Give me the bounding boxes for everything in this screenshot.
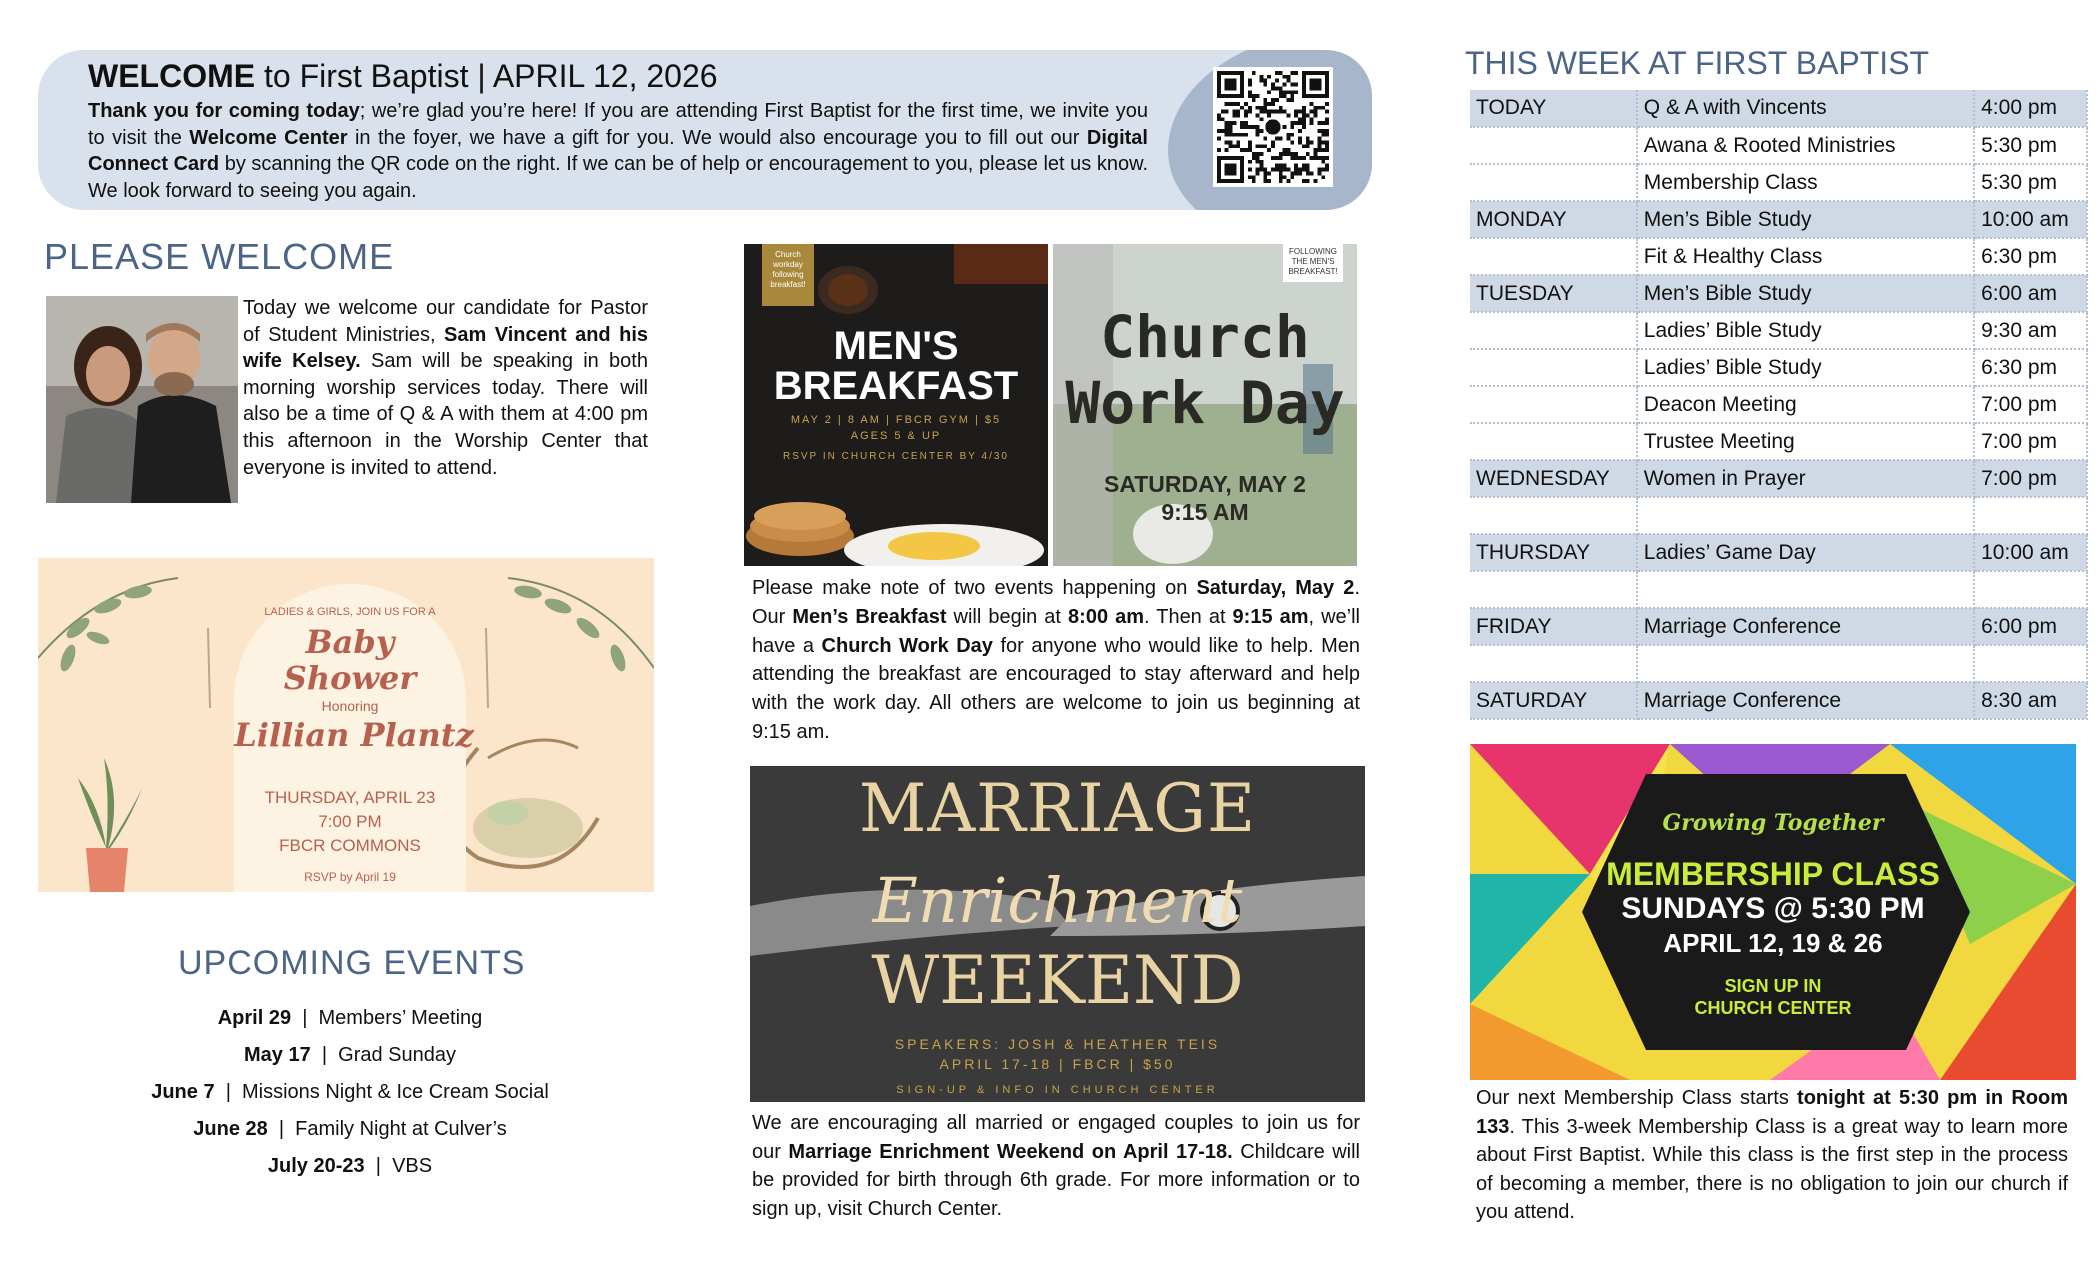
marriage-speakers: SPEAKERS: JOSH & HEATHER TEIS bbox=[894, 1036, 1221, 1052]
schedule-time: 10:00 am bbox=[1974, 534, 2087, 571]
schedule-row bbox=[1470, 608, 2087, 645]
upcoming-event-item bbox=[40, 1037, 660, 1074]
schedule-event: Membership Class bbox=[1637, 164, 1974, 201]
welcome-title: WELCOME to First Baptist | APRIL 12, 2026 bbox=[88, 58, 718, 94]
schedule-row bbox=[1470, 386, 2087, 423]
schedule-day: TODAY bbox=[1470, 90, 1637, 127]
candidate-photo bbox=[46, 296, 238, 503]
schedule-event: Men’s Bible Study bbox=[1637, 201, 1974, 238]
schedule-day: THURSDAY bbox=[1470, 534, 1637, 571]
schedule-row bbox=[1470, 497, 2087, 534]
separator: | bbox=[291, 1007, 319, 1029]
may-events-text: Please make note of two events happening on Saturday, May 2. Our Men’s Breakfast will begin at 8:00 am. Then at 9:15 am, we’ll have a Church Work Day for anyone who would like to help. Men attending the breakfast are encouraged to stay afterward and help with the work day. All others are welcome to join us beginning at 9:15 am. bbox=[752, 577, 1360, 743]
schedule-event: Men’s Bible Study bbox=[1637, 275, 1974, 312]
schedule-day bbox=[1470, 645, 1637, 682]
schedule-time bbox=[1974, 645, 2087, 682]
schedule-time: 5:30 pm bbox=[1974, 164, 2087, 201]
schedule-event: Ladies’ Bible Study bbox=[1637, 349, 1974, 386]
schedule-day bbox=[1470, 164, 1637, 201]
upcoming-event-item bbox=[40, 1074, 660, 1111]
schedule-time: 7:00 pm bbox=[1974, 460, 2087, 497]
separator: | bbox=[267, 1118, 296, 1140]
this-week-heading: THIS WEEK AT FIRST BAPTIST bbox=[1465, 45, 1930, 81]
upcoming-event-date: June 7 bbox=[151, 1081, 215, 1103]
schedule-event: Awana & Rooted Ministries bbox=[1637, 127, 1974, 164]
breakfast-rsvp: RSVP IN CHURCH CENTER BY 4/30 bbox=[782, 451, 1009, 462]
schedule-event: Q & A with Vincents bbox=[1637, 90, 1974, 127]
schedule-event: Fit & Healthy Class bbox=[1637, 238, 1974, 275]
marriage-signup: SIGN-UP & INFO IN CHURCH CENTER bbox=[896, 1084, 1219, 1096]
baby-shower-honoree: Lillian Plantz bbox=[234, 716, 474, 754]
membership-class-flyer bbox=[1470, 744, 2076, 1080]
this-week-table bbox=[1470, 90, 2088, 720]
schedule-time: 6:00 pm bbox=[1974, 608, 2087, 645]
baby-shower-title: Baby Shower bbox=[283, 623, 417, 697]
schedule-time bbox=[1974, 497, 2087, 534]
schedule-time bbox=[1974, 571, 2087, 608]
marriage-dates: APRIL 17-18 | FBCR | $50 bbox=[939, 1056, 1176, 1072]
schedule-day bbox=[1470, 312, 1637, 349]
upcoming-event-date: June 28 bbox=[193, 1118, 268, 1140]
schedule-time: 5:30 pm bbox=[1974, 127, 2087, 164]
membership-text: Our next Membership Class starts tonight at 5:30 pm in Room 133. This 3-week Membership Class is a great way to learn more about First Baptist. While this class is the first step in the process of becoming a member, there is no obligation to join our church if you attend. bbox=[1476, 1087, 2068, 1224]
please-welcome-text: Today we welcome our candidate for Pastor of Student Ministries, Sam Vincent and his wife Kelsey. Sam will be speaking in both morning worship services today. There will also be a time of Q & A with them at 4:00 pm this afternoon in the Worship Center that everyone is invited to attend. bbox=[243, 297, 648, 479]
schedule-time: 7:00 pm bbox=[1974, 423, 2087, 460]
upcoming-event-name: VBS bbox=[392, 1155, 433, 1177]
schedule-row bbox=[1470, 571, 2087, 608]
schedule-day: TUESDAY bbox=[1470, 275, 1637, 312]
schedule-day: WEDNESDAY bbox=[1470, 460, 1637, 497]
schedule-row bbox=[1470, 201, 2087, 238]
marriage-weekend-flyer bbox=[750, 766, 1365, 1102]
schedule-event bbox=[1637, 571, 1974, 608]
upcoming-events-list bbox=[40, 1000, 660, 1185]
membership-when: SUNDAYS @ 5:30 PM bbox=[1621, 892, 1925, 925]
schedule-time: 7:00 pm bbox=[1974, 386, 2087, 423]
upcoming-event-date: May 17 bbox=[244, 1044, 311, 1066]
upcoming-event-item bbox=[40, 1000, 660, 1037]
schedule-day bbox=[1470, 423, 1637, 460]
baby-shower-rsvp: RSVP by April 19 bbox=[304, 870, 396, 884]
upcoming-event-date: April 29 bbox=[217, 1007, 292, 1029]
membership-growing: Growing Together bbox=[1662, 810, 1884, 836]
upcoming-event-name: Missions Night & Ice Cream Social bbox=[242, 1081, 549, 1103]
schedule-row bbox=[1470, 90, 2087, 127]
schedule-day: FRIDAY bbox=[1470, 608, 1637, 645]
work-day-tag: FOLLOWING THE MEN'S BREAKFAST! bbox=[1283, 244, 1343, 282]
marriage-weekend-title: WEEKEND bbox=[871, 942, 1244, 1019]
schedule-row bbox=[1470, 238, 2087, 275]
membership-signup-1: SIGN UP IN bbox=[1724, 976, 1822, 996]
baby-shower-flyer bbox=[38, 558, 654, 892]
breakfast-tag: Church workday following breakfast! bbox=[762, 244, 814, 306]
breakfast-food-image bbox=[744, 480, 1048, 566]
separator: | bbox=[214, 1081, 242, 1103]
schedule-day bbox=[1470, 386, 1637, 423]
schedule-time: 6:30 pm bbox=[1974, 238, 2087, 275]
welcome-banner bbox=[38, 50, 1372, 210]
please-welcome-heading: PLEASE WELCOME bbox=[44, 236, 395, 277]
upcoming-event-name: Family Night at Culver’s bbox=[295, 1118, 507, 1140]
schedule-time: 6:00 am bbox=[1974, 275, 2087, 312]
schedule-time: 9:30 am bbox=[1974, 312, 2087, 349]
work-day-title: Church Work Day bbox=[1065, 303, 1345, 437]
schedule-event: Deacon Meeting bbox=[1637, 386, 1974, 423]
upcoming-events-heading: UPCOMING EVENTS bbox=[178, 944, 526, 982]
schedule-row bbox=[1470, 423, 2087, 460]
schedule-row bbox=[1470, 164, 2087, 201]
schedule-row bbox=[1470, 460, 2087, 497]
schedule-row bbox=[1470, 275, 2087, 312]
schedule-time: 6:30 pm bbox=[1974, 349, 2087, 386]
schedule-day bbox=[1470, 571, 1637, 608]
schedule-event: Ladies’ Game Day bbox=[1637, 534, 1974, 571]
upcoming-event-date: July 20-23 bbox=[267, 1155, 365, 1177]
schedule-row bbox=[1470, 534, 2087, 571]
mens-breakfast-flyer bbox=[744, 244, 1048, 566]
baby-shower-date: THURSDAY, APRIL 23 bbox=[264, 788, 436, 807]
schedule-row bbox=[1470, 349, 2087, 386]
schedule-time: 4:00 pm bbox=[1974, 90, 2087, 127]
schedule-event bbox=[1637, 497, 1974, 534]
schedule-row bbox=[1470, 645, 2087, 682]
schedule-event: Women in Prayer bbox=[1637, 460, 1974, 497]
schedule-event: Marriage Conference bbox=[1637, 608, 1974, 645]
membership-dates: APRIL 12, 19 & 26 bbox=[1663, 928, 1883, 958]
upcoming-event-name: Members’ Meeting bbox=[318, 1007, 483, 1029]
baby-shower-place: FBCR COMMONS bbox=[279, 836, 421, 855]
membership-signup-2: CHURCH CENTER bbox=[1694, 998, 1852, 1018]
schedule-day: SATURDAY bbox=[1470, 682, 1637, 719]
work-day-flyer bbox=[1053, 244, 1357, 566]
schedule-time: 10:00 am bbox=[1974, 201, 2087, 238]
upcoming-event-item bbox=[40, 1148, 660, 1185]
schedule-event: Trustee Meeting bbox=[1637, 423, 1974, 460]
separator: | bbox=[364, 1155, 393, 1177]
baby-shower-invite: LADIES & GIRLS, JOIN US FOR A bbox=[264, 606, 436, 618]
schedule-time: 8:30 am bbox=[1974, 682, 2087, 719]
schedule-day: MONDAY bbox=[1470, 201, 1637, 238]
marriage-title: MARRIAGE bbox=[858, 770, 1257, 847]
breakfast-details: MAY 2 | 8 AM | FBCR GYM | $5 AGES 5 & UP bbox=[790, 414, 1002, 442]
baby-shower-time: 7:00 PM bbox=[318, 812, 382, 831]
schedule-row bbox=[1470, 682, 2087, 719]
schedule-day bbox=[1470, 497, 1637, 534]
schedule-day bbox=[1470, 238, 1637, 275]
upcoming-event-item bbox=[40, 1111, 660, 1148]
schedule-day bbox=[1470, 127, 1637, 164]
separator: | bbox=[310, 1044, 339, 1066]
schedule-row bbox=[1470, 312, 2087, 349]
schedule-event bbox=[1637, 645, 1974, 682]
baby-shower-honoring: Honoring bbox=[321, 698, 379, 714]
membership-title: MEMBERSHIP CLASS bbox=[1606, 856, 1940, 892]
work-day-date: SATURDAY, MAY 2 9:15 AM bbox=[1104, 471, 1306, 525]
marriage-text: We are encouraging all married or engaged couples to join us for our Marriage Enrichment Weekend on April 17-18. Childcare will be provided for birth through 6th grade. For more information or to sign up, visit Church Center. bbox=[752, 1112, 1360, 1220]
qr-code-image[interactable] bbox=[1213, 67, 1333, 187]
upcoming-event-name: Grad Sunday bbox=[338, 1044, 456, 1066]
schedule-event: Ladies’ Bible Study bbox=[1637, 312, 1974, 349]
schedule-day bbox=[1470, 349, 1637, 386]
welcome-body: Thank you for coming today; we’re glad you’re here! If you are attending First Baptist for the first time, we invite you to visit the Welcome Center in the foyer, we have a gift for you. We would also encourage you to fill out our Digital Connect Card by scanning the QR code on the right. If we can be of help or encouragement to you, please let us know. We look forward to seeing you again. bbox=[88, 100, 1148, 202]
marriage-script-title: Enrichment bbox=[872, 864, 1243, 937]
schedule-event: Marriage Conference bbox=[1637, 682, 1974, 719]
schedule-row bbox=[1470, 127, 2087, 164]
breakfast-title: MEN'S BREAKFAST bbox=[773, 324, 1019, 408]
